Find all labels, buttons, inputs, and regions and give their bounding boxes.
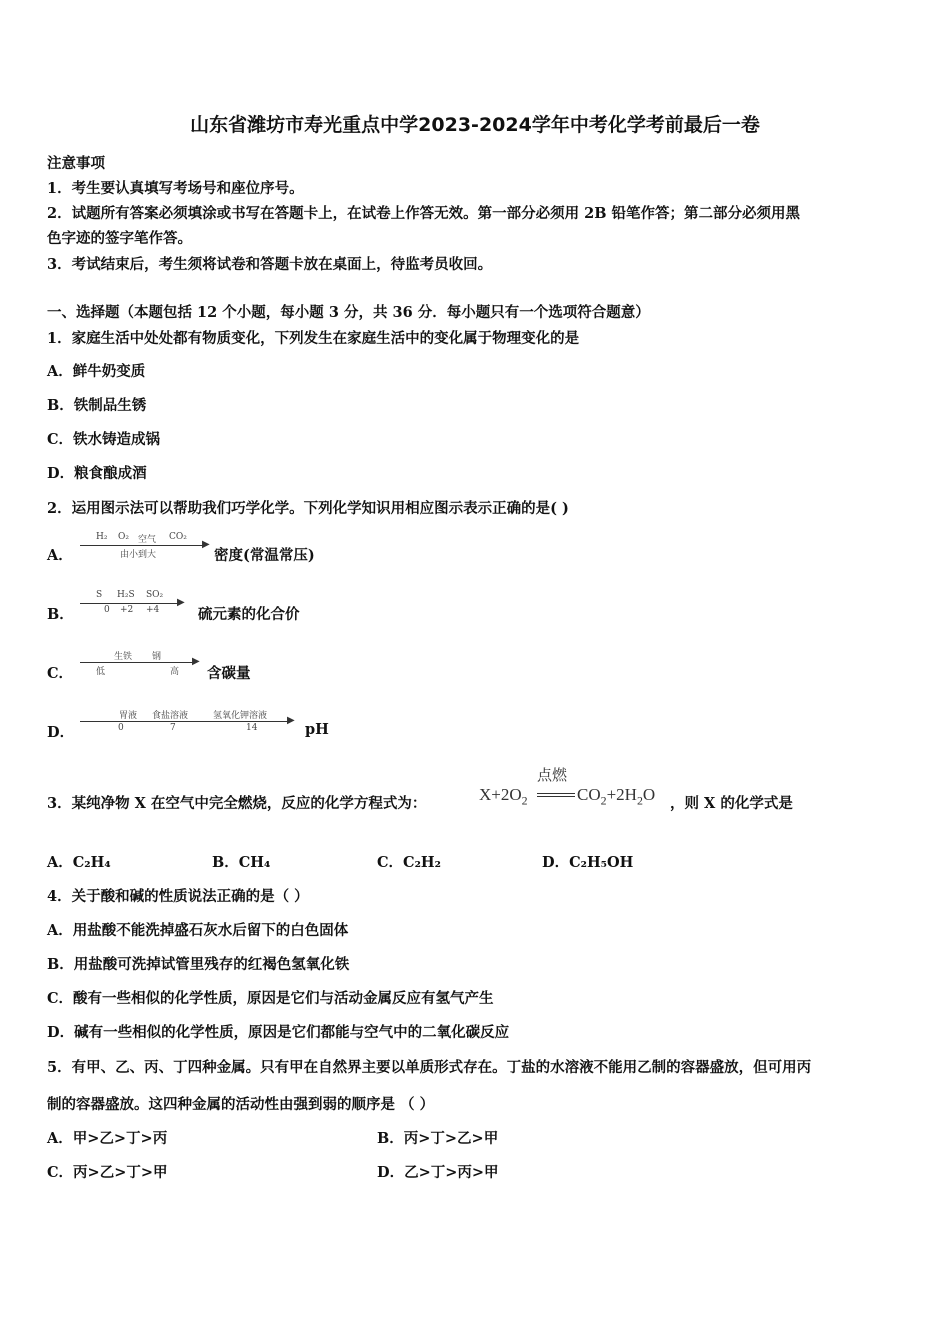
q1-option-b: B．铁制品生锈 — [47, 397, 147, 414]
q3-option-a: A．C₂H₄ — [47, 854, 111, 871]
q4-option-c: C．酸有一些相似的化学性质，原因是它们与活动金属反应有氢气产生 — [47, 990, 494, 1007]
q2-b-value: +4 — [146, 605, 160, 615]
q3-option-c: C．C₂H₂ — [377, 854, 441, 871]
q3-option-b: B．CH₄ — [212, 854, 271, 871]
q3-option-d: D．C₂H₅OH — [542, 854, 634, 871]
page-title: 山东省潍坊市寿光重点中学2023-2024学年中考化学考前最后一卷 — [190, 114, 760, 136]
q2-d-item: 氢氧化钾溶液 — [213, 711, 268, 721]
q2-c-item: 生铁 — [114, 652, 133, 662]
q5-stem: 5．有甲、乙、丙、丁四种金属。只有甲在自然界主要以单质形式存在。丁盐的水溶液不能用乙制的容器盛放，但可用丙 — [47, 1059, 812, 1076]
notice-item-1: 1．考生要认真填写考场号和座位序号。 — [47, 180, 304, 197]
q4-option-a: A．用盐酸不能洗掉盛石灰水后留下的白色固体 — [47, 922, 349, 939]
q5-option-b: B．丙>丁>乙>甲 — [377, 1130, 499, 1147]
q2-d-value: 14 — [246, 723, 258, 733]
q5-option-a: A．甲>乙>丁>丙 — [47, 1130, 168, 1147]
q2-a-item: O₂ — [118, 532, 129, 542]
q2-c-letter: C． — [47, 665, 74, 682]
q2-c-caption: 含碳量 — [207, 665, 251, 682]
q2-b-value: +2 — [120, 605, 134, 615]
q2-d-letter: D． — [47, 724, 75, 741]
notice-item-3: 3．考试结束后，考生须将试卷和答题卡放在桌面上，待监考员收回。 — [47, 256, 493, 273]
q4-stem: 4．关于酸和碱的性质说法正确的是（ ） — [47, 888, 309, 905]
q2-a-caption: 密度(常温常压) — [214, 547, 315, 564]
q2-c-scale: 低 — [96, 667, 106, 677]
q4-option-d: D．碱有一些相似的化学性质，原因是它们都能与空气中的二氧化碳反应 — [47, 1024, 510, 1041]
q3-equation-left: $X+2O_2$ — [479, 785, 528, 808]
q2-b-item: H₂S — [117, 590, 135, 600]
q5-option-d: D．乙>丁>丙>甲 — [377, 1164, 499, 1181]
q1-option-c: C．铁水铸造成锅 — [47, 431, 161, 448]
q2-d-item: 胃液 — [119, 711, 138, 721]
q3-condition: 点燃 — [537, 768, 568, 784]
q5-stem-cont: 制的容器盛放。这四种金属的活动性由强到弱的顺序是 （ ） — [47, 1096, 435, 1113]
q2-a-item: CO₂ — [169, 532, 187, 542]
q3-stem: 3．某纯净物 X 在空气中完全燃烧，反应的化学方程式为： — [47, 795, 427, 812]
q2-b-item: S — [96, 590, 103, 600]
notice-heading: 注意事项 — [47, 155, 105, 172]
q2-d-value: 7 — [170, 723, 176, 733]
section-heading: 一、选择题（本题包括 12 个小题，每小题 3 分，共 36 分．每小题只有一个选项符合题意） — [47, 304, 650, 321]
q3-tail: ，则 X 的化学式是 — [670, 795, 793, 812]
q2-c-scale: 高 — [170, 667, 180, 677]
q5-option-c: C．丙>乙>丁>甲 — [47, 1164, 168, 1181]
q2-b-caption: 硫元素的化合价 — [198, 606, 300, 623]
q3-equation-right: $CO_2+2H_2O$ — [577, 785, 656, 808]
q2-a-scale: 由小到大 — [120, 550, 157, 560]
q1-stem: 1．家庭生活中处处都有物质变化，下列发生在家庭生活中的变化属于物理变化的是 — [47, 330, 580, 347]
q2-a-letter: A． — [47, 547, 73, 564]
q2-d-value: 0 — [118, 723, 124, 733]
q2-d-caption: pH — [305, 721, 329, 738]
q2-stem: 2．运用图示法可以帮助我们巧学化学。下列化学知识用相应图示表示正确的是( ) — [47, 500, 569, 517]
q4-option-b: B．用盐酸可洗掉试管里残存的红褐色氢氧化铁 — [47, 956, 350, 973]
q2-d-item: 食盐溶液 — [152, 711, 189, 721]
q2-b-letter: B． — [47, 606, 74, 623]
q1-option-d: D．粮食酿成酒 — [47, 465, 147, 482]
q1-option-a: A．鲜牛奶变质 — [47, 363, 146, 380]
notice-item-2-cont: 色字迹的签字笔作答。 — [47, 230, 192, 247]
q2-c-item: 钢 — [152, 652, 162, 662]
q2-b-value: 0 — [104, 605, 110, 615]
q2-a-item: H₂ — [96, 532, 108, 542]
q2-a-item: 空气 — [138, 535, 157, 545]
notice-item-2: 2．试题所有答案必须填涂或书写在答题卡上，在试卷上作答无效。第一部分必须用 2B 铅笔作答；第二部分必须用黑 — [47, 205, 801, 222]
q2-b-item: SO₂ — [146, 590, 164, 600]
